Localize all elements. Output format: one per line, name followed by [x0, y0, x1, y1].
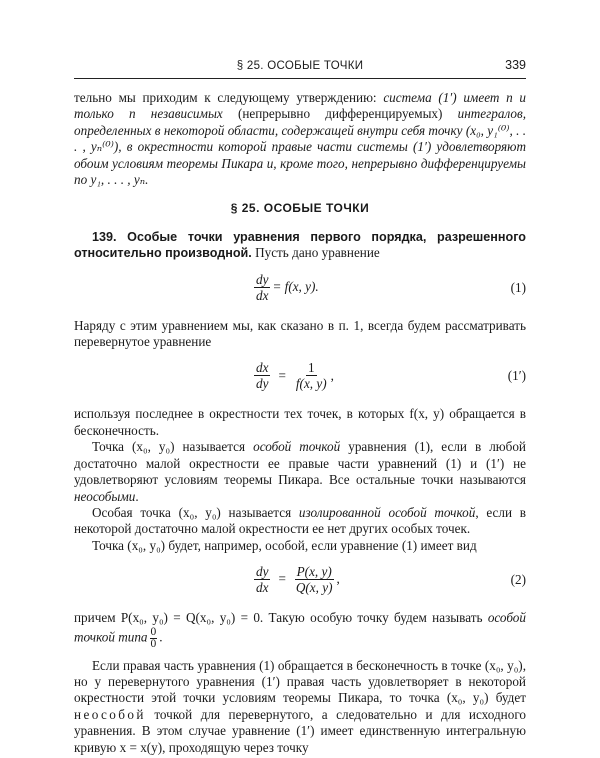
para7-frac-numerator: 0 [150, 625, 157, 638]
para4-text-3: . [135, 488, 139, 504]
para5-text-2: , если в некоторой достаточно малой окрестности ее нет других особых точек. [74, 504, 527, 537]
eq2-left-denominator: dx [256, 580, 269, 596]
page-header [74, 56, 526, 79]
equation-1-prime [74, 356, 526, 398]
eq1-denominator: dx [256, 287, 269, 303]
para4-text-2: уравнения (1), если в любой достаточно малой окрестности ее правые части уравнений (1) и (1′) не удовлетворяют условиям теоремы Пикара. Все остальные точки называются [74, 439, 526, 488]
intro-text-1: тельно мы приходим к следующему утверждению: [74, 90, 384, 105]
para7-inline-fraction [150, 627, 158, 650]
equation-2 [74, 560, 526, 602]
eq1p-left-denominator: dy [256, 376, 269, 392]
paragraph-4 [74, 439, 526, 505]
para7-frac-denominator: 0 [150, 637, 157, 650]
paragraph-5 [74, 505, 526, 538]
intro-paragraph [74, 90, 526, 188]
para5-text-1: Особая точка (x₀, y₀) называется [92, 504, 299, 520]
para8-text-1: Если правая часть уравнения (1) обращается в бесконечность в точке (x₀, y₀), но у перевернутого уравнения (1′) правая часть удовлетворяет в некоторой окрестности этой точки условиям теоремы Пикара, то точка (x₀, y₀) будет [74, 657, 526, 706]
eq1-tag: (1) [510, 279, 526, 295]
eq2-right-denominator: Q(x, y) [295, 580, 333, 596]
para4-text-1: Точка (x₀, y₀) называется [92, 439, 254, 455]
para5-italic: изолированной особой точкой [298, 504, 476, 520]
paragraph-3: используя последнее в окрестности тех точек, в которых f(x, y) обращается в бесконечность. [74, 406, 526, 438]
intro-italic-1: система (1′) имеет n и только n независимых [74, 90, 527, 122]
intro-italic-2: интегралов, определенных в некоторой области, содержащей внутри себя точку (x₀, y₁⁽⁰⁾, . . . , yₙ⁽⁰⁾), в окрестности которой правые части системы (1′) удовлетворяют обоим условиям теоремы Пикара и, кроме того, непрерывно дифференцируемы по y₁, . . . , yₙ. [74, 106, 526, 188]
paragraph-6: Точка (x₀, y₀) будет, например, особой, если уравнение (1) имеет вид [92, 537, 477, 553]
section-title: § 25. ОСОБЫЕ ТОЧКИ [230, 201, 370, 216]
eq1p-equals: = [278, 367, 286, 383]
eq1p-right-fraction [294, 360, 329, 391]
paragraph-2: Наряду с этим уравнением мы, как сказано в п. 1, всегда будем рассматривать перевернутое уравнение [74, 317, 526, 350]
paragraph-7 [74, 610, 526, 649]
subsection-text: Пусть дано уравнение [251, 245, 380, 261]
eq1p-right-numerator: 1 [307, 360, 315, 376]
equation-1 [74, 268, 526, 310]
eq1-rhs: = f(x, y). [272, 278, 319, 294]
eq2-right-numerator: P(x, y) [296, 564, 332, 580]
eq1p-left-fraction [254, 360, 270, 391]
eq2-equals: = [278, 571, 286, 587]
paragraph-8 [74, 658, 526, 756]
eq2-tag: (2) [510, 572, 526, 588]
eq2-right-fraction [294, 564, 335, 595]
para8-text-2: точкой для перевернутого, а следовательно и для исходного уравнения. В этом случае уравнение (1′) имеет единственную интегральную кривую x = x(y), проходящую через точку [74, 706, 526, 755]
para4-italic-2: неособыми [74, 488, 136, 504]
subsection-title: 139. Особые точки уравнения первого порядка, разрешенного относительно производной. [74, 229, 526, 261]
eq2-left-fraction [254, 564, 270, 595]
eq1-numerator: dy [256, 271, 269, 287]
subsection-paragraph [74, 229, 526, 262]
eq1p-comma: , [330, 367, 334, 383]
para8-spaced-word: неособой [74, 706, 146, 722]
para7-text-2: . [159, 629, 163, 645]
para4-italic-1: особой точкой [253, 439, 341, 455]
eq2-comma: , [336, 571, 340, 587]
eq1p-right-denominator: f(x, y) [295, 376, 327, 392]
intro-text-2: (непрерывно дифференцируемых) [222, 106, 458, 122]
eq1-fraction [254, 272, 270, 303]
para7-italic: особой точкой типа [74, 610, 526, 645]
page-number: 339 [505, 58, 526, 72]
eq1p-left-numerator: dx [256, 360, 269, 376]
eq1p-tag: (1′) [507, 368, 526, 384]
running-head: § 25. ОСОБЫЕ ТОЧКИ [236, 60, 364, 72]
eq2-left-numerator: dy [256, 564, 269, 580]
page-content [74, 90, 526, 756]
para7-text-1: причем P(x₀, y₀) = Q(x₀, y₀) = 0. Такую особую точку будем называть [74, 610, 488, 626]
